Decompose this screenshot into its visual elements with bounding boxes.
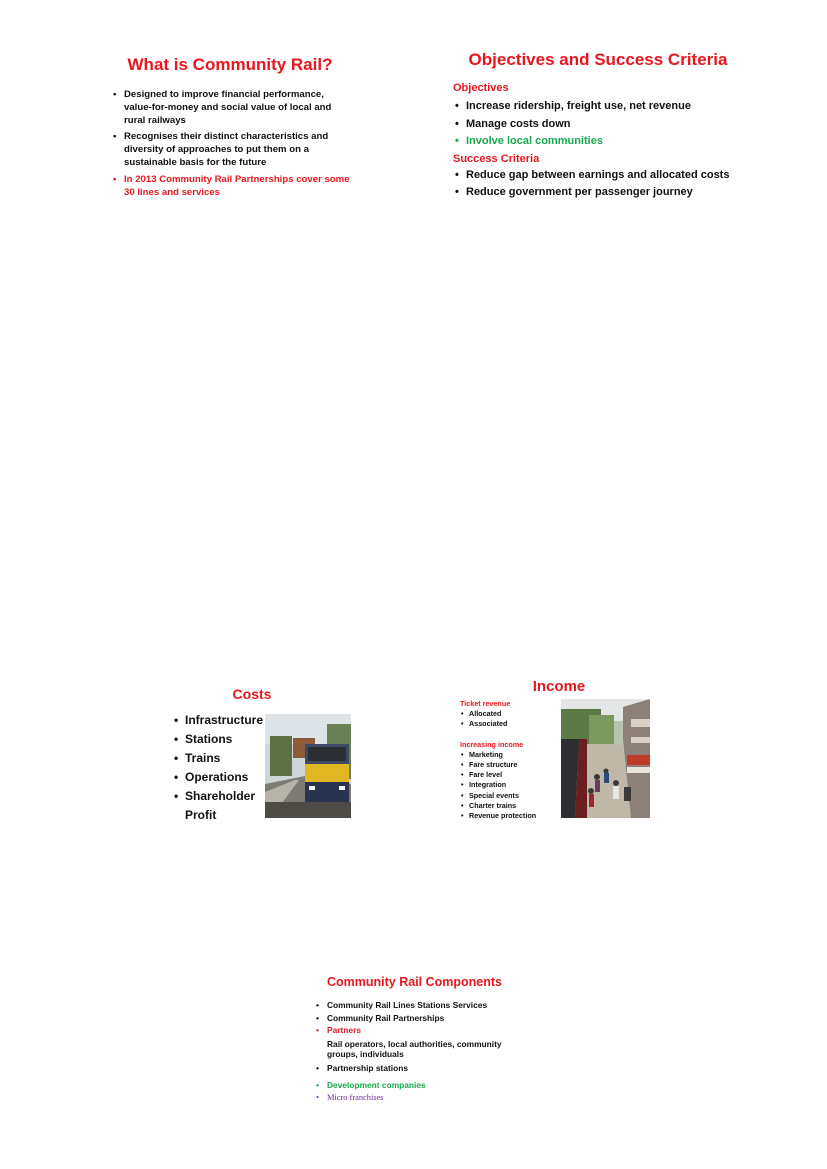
train-photo bbox=[265, 714, 351, 818]
list-item: • Infrastructure bbox=[174, 713, 264, 727]
list-item: • Trains bbox=[174, 751, 221, 765]
list-item: • Increase ridership, freight use, net revenue bbox=[455, 100, 691, 112]
slide3-title: Costs bbox=[232, 686, 272, 702]
list-item: • Fare structure bbox=[461, 760, 518, 770]
slide1-title: What is Community Rail? bbox=[127, 55, 333, 74]
list-item: • In 2013 Community Rail Partnerships cover some 30 lines and services bbox=[113, 173, 350, 198]
list-item: • Micro franchises bbox=[316, 1092, 384, 1102]
slide4-title: Income bbox=[532, 678, 586, 695]
list-item: • Recognises their distinct characteristics and diversity of approaches to put them on a sustainable basis for the future bbox=[113, 131, 329, 168]
list-item: • Associated bbox=[461, 719, 508, 729]
list-item: • Revenue protection bbox=[461, 811, 537, 821]
list-item: • Partnership stations bbox=[316, 1062, 408, 1073]
slide-what-is-community-rail bbox=[110, 55, 350, 199]
list-item: • Shareholder bbox=[174, 789, 256, 803]
list-item: • Community Rail Partnerships bbox=[316, 1012, 445, 1023]
list-item: • Stations bbox=[174, 732, 233, 746]
ticket-revenue-heading: Ticket revenue bbox=[460, 699, 511, 708]
slide2-title: Objectives and Success Criteria bbox=[468, 50, 728, 69]
list-item: • Integration bbox=[461, 780, 507, 790]
list-item: • Involve local communities bbox=[455, 135, 603, 147]
slide5-title: Community Rail Components bbox=[327, 975, 503, 989]
slide-income bbox=[459, 678, 586, 823]
list-item: • Special events bbox=[461, 790, 519, 800]
list-item: • Operations bbox=[174, 770, 249, 784]
station-photo bbox=[561, 699, 650, 818]
list-item: • Designed to improve financial performance, value-for-money and social value of local and rural railways bbox=[113, 89, 332, 126]
list-item: • Fare level bbox=[461, 770, 503, 780]
list-item: • Charter trains bbox=[461, 800, 517, 810]
partners-detail: Rail operators, local authorities, community groups, individuals bbox=[327, 1038, 502, 1060]
list-item: • Manage costs down bbox=[455, 117, 571, 130]
list-item: • Allocated bbox=[461, 709, 502, 719]
slide-objectives bbox=[453, 50, 743, 202]
slide-community-rail-components bbox=[316, 975, 546, 1105]
objectives-heading: Objectives bbox=[453, 82, 509, 94]
list-item: • Community Rail Lines Stations Services bbox=[316, 1000, 488, 1010]
list-item: Profit bbox=[185, 808, 217, 822]
increasing-income-heading: Increasing income bbox=[460, 739, 524, 749]
list-item: • Reduce gap between earnings and allocated costs bbox=[455, 168, 730, 181]
list-item: • Reduce government per passenger journey bbox=[455, 186, 693, 198]
criteria-heading: Success Criteria bbox=[453, 152, 540, 165]
list-item: • Partners bbox=[316, 1025, 361, 1036]
list-item: • Development companies bbox=[316, 1080, 426, 1091]
list-item: • Marketing bbox=[461, 749, 503, 759]
